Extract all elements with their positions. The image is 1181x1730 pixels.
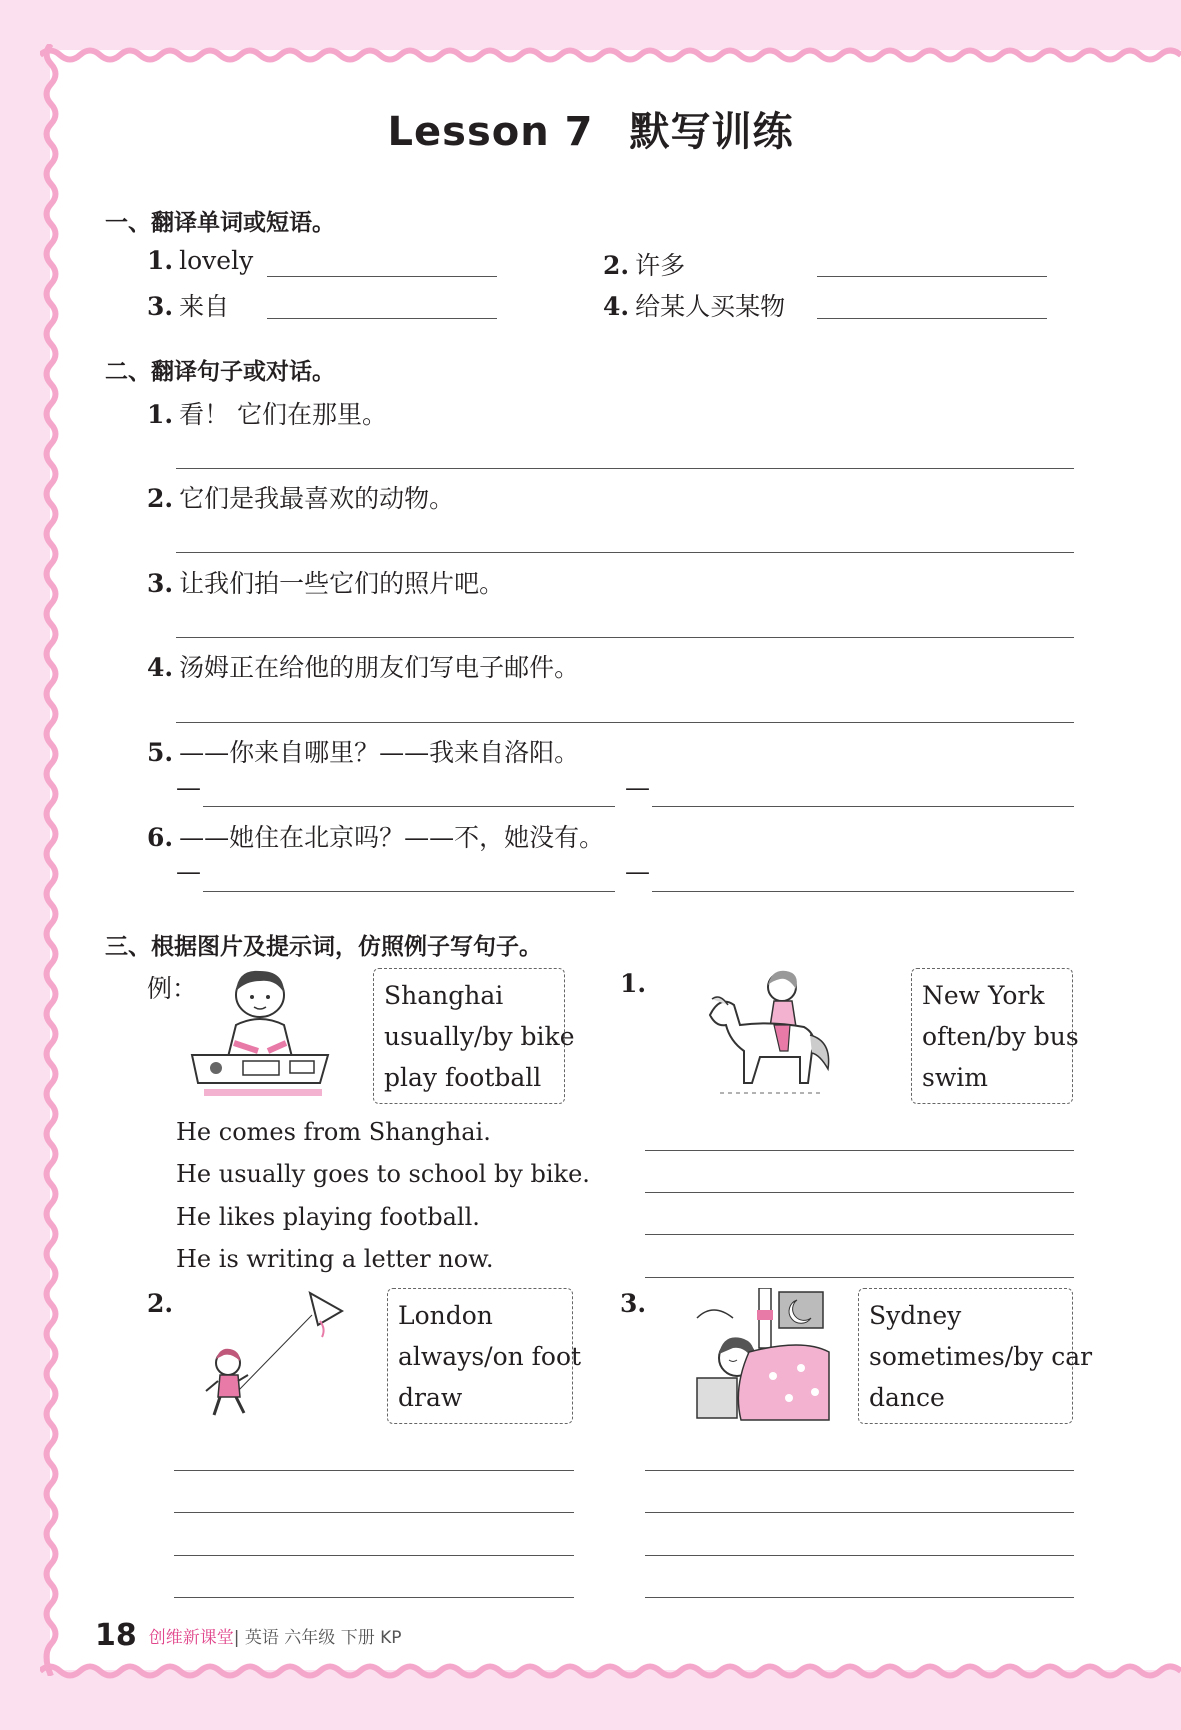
page-title [0, 100, 1181, 157]
q1-answer-line-1[interactable] [645, 1150, 1074, 1151]
s2-item-6: 6. ——她住在北京吗？——不，她没有。 [147, 823, 605, 852]
girl-sleeping-image [693, 1288, 831, 1424]
lesson-label: Lesson 7 [387, 109, 594, 155]
s1-answer-line-4[interactable] [817, 318, 1047, 319]
s2-answer-line-1[interactable] [176, 468, 1074, 469]
q2-answer-line-1[interactable] [174, 1470, 574, 1471]
q2-answer-line-2[interactable] [174, 1512, 574, 1513]
q2-answer-line-4[interactable] [174, 1597, 574, 1598]
s2-item-5: 5. ——你来自哪里？——我来自洛阳。 [147, 738, 580, 767]
q3-answer-line-1[interactable] [645, 1470, 1074, 1471]
q1-answer-line-4[interactable] [645, 1277, 1074, 1278]
s2-answer-line-6b[interactable] [652, 891, 1074, 892]
s3-q2-number: 2. [147, 1289, 174, 1318]
s1-answer-line-1[interactable] [267, 276, 497, 277]
q3-answer-line-2[interactable] [645, 1512, 1074, 1513]
example-sentence-4: He is writing a letter now. [176, 1245, 494, 1273]
s2-item-4: 4. 汤姆正在给他的朋友们写电子邮件。 [147, 653, 580, 682]
s3-q3-number: 3. [620, 1289, 647, 1318]
q1-answer-line-2[interactable] [645, 1192, 1074, 1193]
q2-hint-box: London always/on foot draw [387, 1288, 573, 1424]
girl-riding-horse-image [700, 965, 840, 1105]
s2-item-3: 3. 让我们拍一些它们的照片吧。 [147, 569, 505, 598]
s2-dash-5a: — [176, 773, 201, 802]
section2-heading: 二、翻译句子或对话。 [105, 359, 335, 385]
example-boy-writing-image [188, 965, 334, 1105]
q1-answer-line-3[interactable] [645, 1234, 1074, 1235]
section1-heading: 一、翻译单词或短语。 [105, 210, 335, 236]
q2-answer-line-3[interactable] [174, 1555, 574, 1556]
s1-item-2: 2. 许多 [603, 251, 686, 280]
s1-item-3: 3. 来自 [147, 292, 230, 321]
q3-answer-line-3[interactable] [645, 1555, 1074, 1556]
example-label: 例： [147, 974, 198, 1003]
s2-dash-6a: — [176, 857, 201, 886]
boy-flying-kite-image [200, 1285, 345, 1427]
section3-heading: 三、根据图片及提示词，仿照例子写句子。 [105, 934, 542, 960]
s2-item-1: 1. 看！ 它们在那里。 [147, 400, 388, 429]
s2-dash-5b: — [625, 773, 650, 802]
s2-answer-line-2[interactable] [176, 552, 1074, 553]
s1-answer-line-2[interactable] [817, 276, 1047, 277]
wavy-border-left [40, 44, 62, 1676]
brand-name: 创维新课堂 [148, 1628, 234, 1648]
example-sentence-1: He comes from Shanghai. [176, 1118, 491, 1146]
example-sentence-2: He usually goes to school by bike. [176, 1160, 590, 1188]
lesson-subtitle: 默写训练 [629, 109, 794, 155]
s1-item-4: 4. 给某人买某物 [603, 292, 786, 321]
q3-hint-box: Sydney sometimes/by car dance [858, 1288, 1073, 1424]
example-sentence-3: He likes playing football. [176, 1203, 480, 1231]
s2-dash-6b: — [625, 857, 650, 886]
s2-item-2: 2. 它们是我最喜欢的动物。 [147, 484, 455, 513]
wavy-border-bottom [40, 1660, 1181, 1682]
footer-book-info: | 英语 六年级 下册 KP [233, 1628, 402, 1648]
wavy-border-top [40, 44, 1181, 66]
q1-hint-box: New York often/by bus swim [911, 968, 1073, 1104]
example-hint-box: Shanghai usually/by bike play football [373, 968, 565, 1104]
s1-answer-line-3[interactable] [267, 318, 497, 319]
page-footer [95, 1618, 402, 1653]
s2-answer-line-5a[interactable] [203, 806, 615, 807]
page-number: 18 [95, 1618, 137, 1653]
s3-q1-number: 1. [620, 969, 647, 998]
s1-item-1: 1. lovely [147, 246, 254, 275]
s2-answer-line-3[interactable] [176, 637, 1074, 638]
q3-answer-line-4[interactable] [645, 1597, 1074, 1598]
s2-answer-line-5b[interactable] [652, 806, 1074, 807]
s2-answer-line-4[interactable] [176, 722, 1074, 723]
s2-answer-line-6a[interactable] [203, 891, 615, 892]
